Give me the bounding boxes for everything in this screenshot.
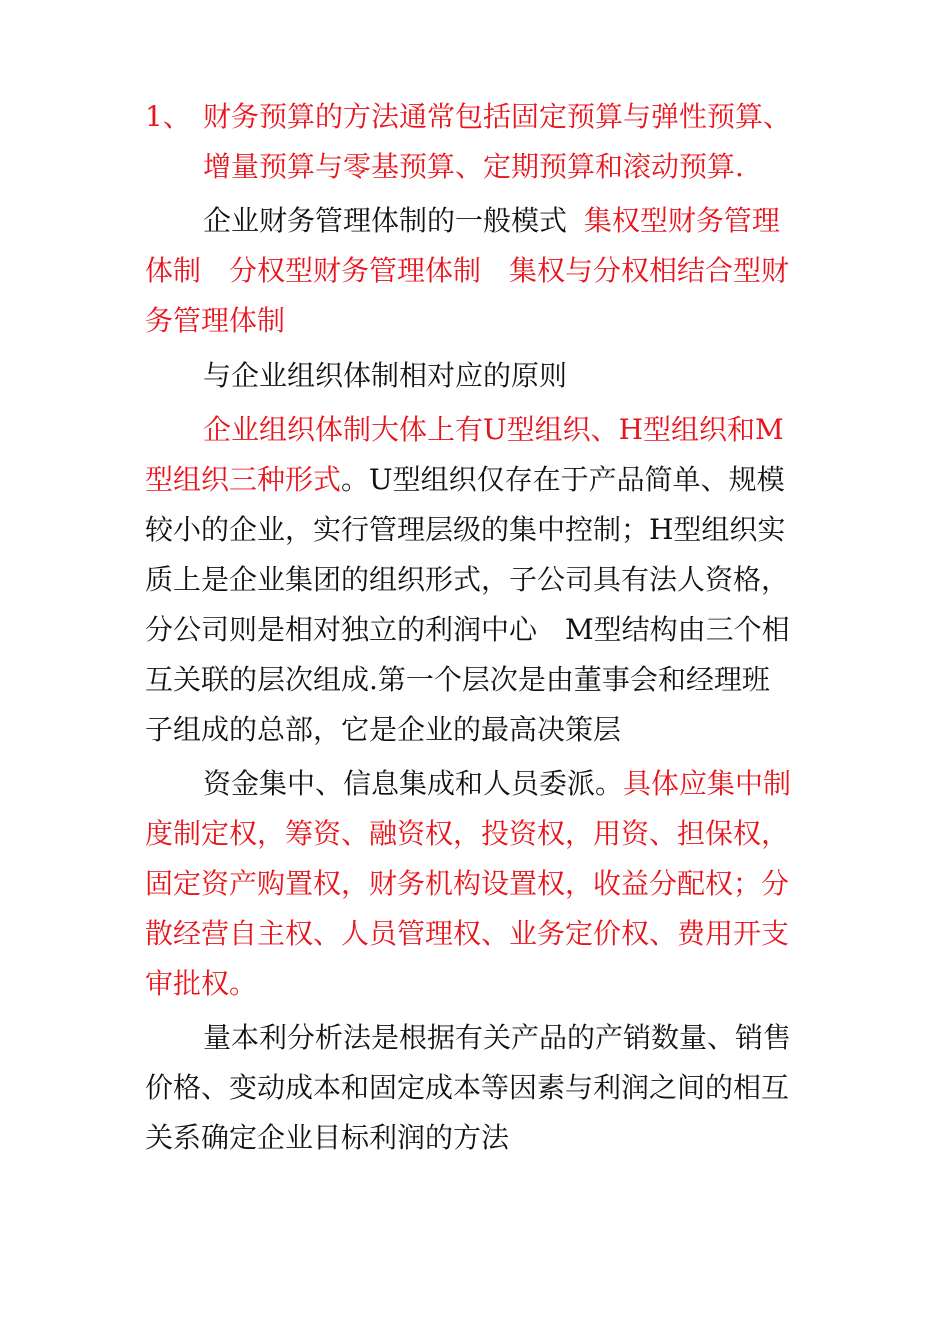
p2-line3: 务管理体制 [145,304,286,337]
p5-line3: 固定资产购置权，财务机构设置权，收益分配权；分 [145,867,790,900]
p6-line2: 价格、变动成本和固定成本等因素与利润之间的相互 [145,1071,790,1104]
p5-line4: 散经营自主权、人员管理权、业务定价权、费用开支 [145,917,790,950]
p4-line5: 分公司则是相对独立的利润中心 M型结构由三个相 [145,613,790,646]
p2-line2: 体制 分权型财务管理体制 集权与分权相结合型财 [145,254,790,287]
p4-line2: 型组织三种形式。U型组织仅存在于产品简单、规模 [145,463,785,496]
item1-line1: 财务预算的方法通常包括固定预算与弹性预算、 [203,100,792,133]
p6-line3: 关系确定企业目标利润的方法 [145,1121,510,1154]
p4-line6: 互关联的层次组成.第一个层次是由董事会和经理班 [145,663,770,696]
p4-line4: 质上是企业集团的组织形式，子公司具有法人资格， [145,563,790,596]
item1-line2: 增量预算与零基预算、定期预算和滚动预算. [203,150,744,183]
p4-line7: 子组成的总部，它是企业的最高决策层 [145,713,622,746]
p6-line1: 量本利分析法是根据有关产品的产销数量、销售 [203,1021,792,1054]
p4-line1: 企业组织体制大体上有U型组织、H型组织和M [203,413,784,446]
p3-line1: 与企业组织体制相对应的原则 [203,359,568,392]
p5-line1: 资金集中、信息集成和人员委派。具体应集中制 [203,767,792,800]
p5-line5: 审批权。 [145,967,258,1000]
list-number: 1、 [145,100,191,133]
p4-line3: 较小的企业，实行管理层级的集中控制；H型组织实 [145,513,786,546]
p5-line2: 度制定权，筹资、融资权，投资权，用资、担保权， [145,817,790,850]
p2-line1: 企业财务管理体制的一般模式 集权型财务管理 [203,204,780,237]
